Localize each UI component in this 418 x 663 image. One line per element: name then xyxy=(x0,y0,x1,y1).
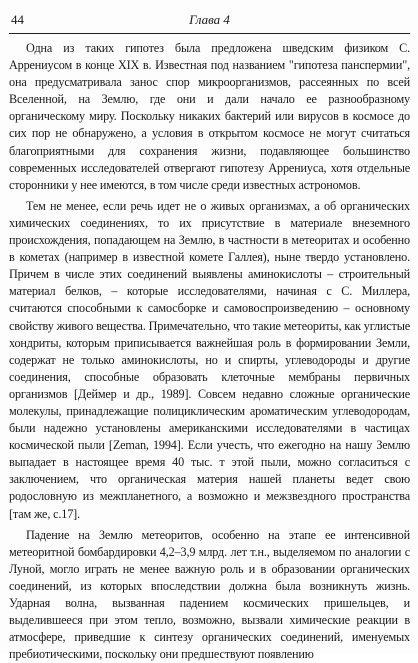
page-number: 44 xyxy=(11,12,24,27)
paragraph-meteorite-bombardment: Падение на Землю метеоритов, особенно на этапе ее интенсивной метеоритной бомбардировки 4,2–3,9 млрд. лет т.н., выделяемом по аналогии с Луной, могло играть не менее важную роль и в образовании органических соединений, из которых впоследствии должна была возникнуть жизнь. Ударная волна, вызванная падением космических пришельцев, и выделившееся при этом тепло, возможно, вызвали химические реакции в атмосфере, приведшие к синтезу органических соединений, именуемых пребиотическими, поскольку они предшествуют появлению xyxy=(9,527,410,662)
running-head-chapter-title: Глава 4 xyxy=(189,12,230,27)
header-divider xyxy=(9,33,410,34)
page-body xyxy=(9,40,410,663)
page-header xyxy=(9,0,410,36)
paragraph-organic-compounds: Тем не менее, если речь идет не о живых организмах, а об органических химических соединениях, то их присутствие в материале внеземного происхождения, попадающем на Землю, в частности в метеоритах и особенно в кометах (например в известной комете Галлея), ныне твердо установлено. Причем в числе этих соединений выявлены аминокислоты – строительный материал белков, – которые исследователями, начиная с С. Миллера, считаются способными к самосборке и самовоспроизведению – основному свойству живого вещества. Примечательно, что такие метеориты, как углистые хондриты, которым приписывается важнейшая роль в формировании Земли, содержат не только аминокислоты, но и спирты, углеводороды и другие соединения, способные образовать клеточные мембраны первичных организмов [Деймер и др., 1989]. Совсем недавно сложные органические молекулы, принадлежащие полициклическим ароматическим углеводородам, были надежно установлены американскими исследователями в частицах космической пыли [Zeman, 1994]. Если учесть, что ежегодно на нашу Землю выпадает в настоящее время 40 тыс. т этой пыли, можно согласиться с заключением, что органическая материя нашей планеты ведет свою родословную из межпланетного, а возможно и межзвездного пространства [там же, с.17]. xyxy=(9,198,410,521)
paragraph-panspermia: Одна из таких гипотез была предложена шведским физиком С. Аррениусом в конце XIX в. Известная под названием "гипотеза панспермии", она предусматривала занос спор микроорганизмов, рассеянных по всей Вселенной, на Землю, где они и дали начало ее разнообразному органическому миру. Поскольку никаких бактерий или вирусов в космосе до сих пор не обнаружено, а условия в открытом космосе не могут считаться благоприятными для сохранения жизни, подавляющее большинство современных исследователей отвергают гипотезу Аррениуса, хотя отдельные сторонники у нее имеются, в том числе среди известных астрономов. xyxy=(9,41,410,192)
